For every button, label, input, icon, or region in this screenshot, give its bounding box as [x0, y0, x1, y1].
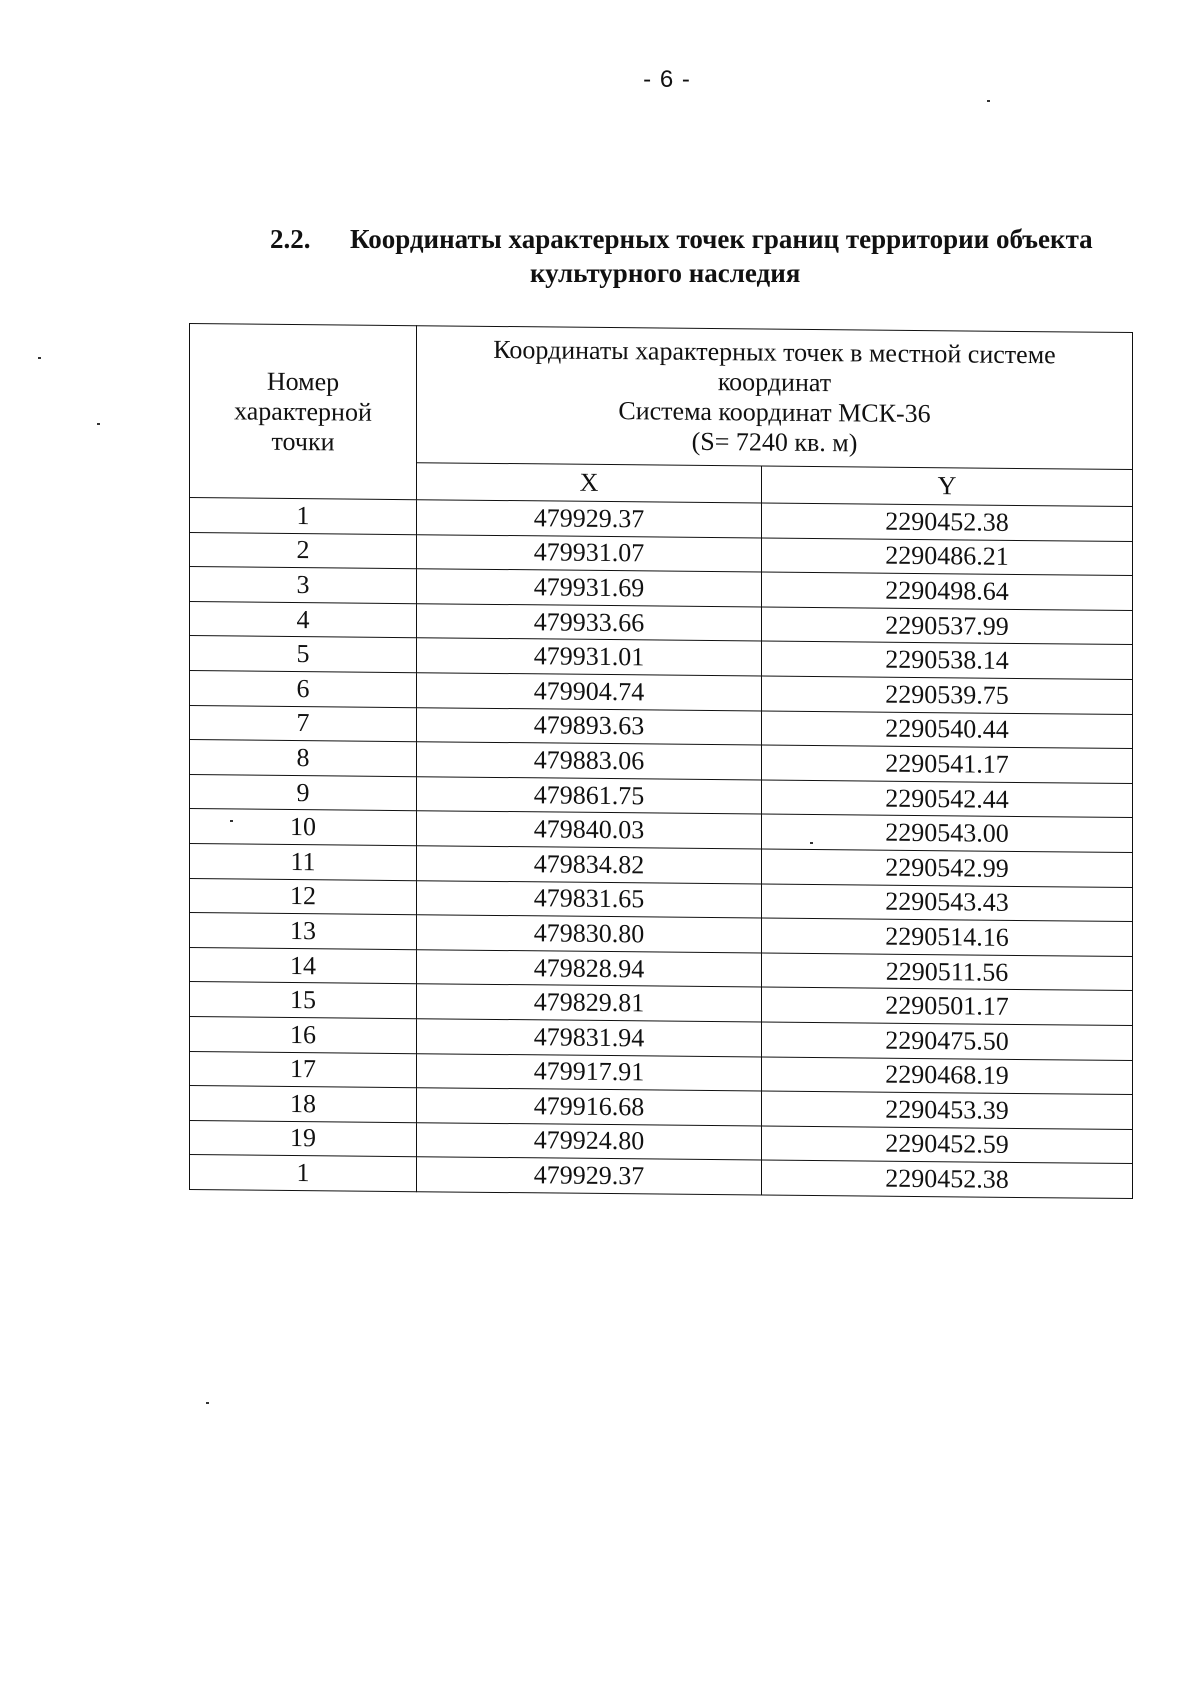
y-value: 2290452.38 [762, 503, 1133, 541]
header-coord-line: Система координат МСК-36 [618, 396, 931, 429]
point-number: 2 [190, 532, 417, 569]
x-value: 479929.37 [417, 500, 762, 538]
point-number: 1 [190, 498, 417, 535]
coordinates-body [190, 498, 1133, 1199]
y-value: 2290514.16 [762, 918, 1133, 956]
x-value: 479831.94 [417, 1019, 762, 1057]
coordinates-table [189, 323, 1133, 1199]
point-number: 13 [190, 913, 417, 950]
header-point-line: Номер [266, 366, 340, 396]
scan-speck [97, 423, 100, 425]
point-number: 18 [190, 1086, 417, 1123]
point-number: 8 [190, 740, 417, 777]
y-value: 2290539.75 [762, 676, 1133, 714]
point-number: 14 [190, 947, 417, 984]
y-value: 2290468.19 [762, 1056, 1133, 1094]
x-value: 479829.81 [417, 984, 762, 1022]
header-x: X [417, 463, 762, 503]
y-value: 2290540.44 [762, 711, 1133, 749]
section-title-line-1: Координаты характерных точек границ территории объекта [350, 224, 1093, 254]
section-title-line-2: культурного наследия [530, 258, 801, 288]
x-value: 479861.75 [417, 776, 762, 814]
header-point-number [190, 324, 417, 500]
section-number: 2.2. [270, 224, 311, 254]
point-number: 16 [190, 1016, 417, 1053]
y-value: 2290541.17 [762, 745, 1133, 783]
scan-speck [810, 842, 813, 844]
point-number: 6 [190, 670, 417, 707]
x-value: 479933.66 [417, 603, 762, 641]
x-value: 479924.80 [417, 1122, 762, 1160]
y-value: 2290542.99 [762, 849, 1133, 887]
page-number: - 6 - [643, 66, 691, 93]
y-value: 2290498.64 [762, 572, 1133, 610]
scan-speck [987, 100, 990, 102]
header-coord-line: Координаты характерных точек в местной системе [493, 334, 1056, 370]
y-value: 2290452.38 [762, 1160, 1133, 1198]
y-value: 2290452.59 [762, 1126, 1133, 1164]
x-value: 479931.07 [417, 534, 762, 572]
x-value: 479840.03 [417, 811, 762, 849]
x-value: 479931.69 [417, 569, 762, 607]
point-number: 11 [190, 843, 417, 880]
x-value: 479904.74 [417, 673, 762, 711]
header-point-line: характерной [234, 395, 372, 427]
x-value: 479828.94 [417, 949, 762, 987]
header-coord-line: (S= 7240 кв. м) [691, 426, 858, 458]
y-value: 2290537.99 [762, 607, 1133, 645]
header-coordinates [417, 326, 1133, 470]
point-number: 12 [190, 878, 417, 915]
y-value: 2290511.56 [762, 953, 1133, 991]
x-value: 479931.01 [417, 638, 762, 676]
y-value: 2290538.14 [762, 641, 1133, 679]
x-value: 479893.63 [417, 707, 762, 745]
x-value: 479834.82 [417, 846, 762, 884]
point-number: 10 [190, 809, 417, 846]
point-number: 5 [190, 636, 417, 673]
point-number: 19 [190, 1120, 417, 1157]
x-value: 479929.37 [417, 1157, 762, 1195]
point-number: 7 [190, 705, 417, 742]
x-value: 479917.91 [417, 1053, 762, 1091]
y-value: 2290543.00 [762, 814, 1133, 852]
y-value: 2290542.44 [762, 780, 1133, 818]
y-value: 2290486.21 [762, 538, 1133, 576]
point-number: 15 [190, 982, 417, 1019]
y-value: 2290475.50 [762, 1022, 1133, 1060]
scan-speck [230, 820, 233, 822]
point-number: 4 [190, 601, 417, 638]
scan-speck [206, 1402, 209, 1404]
x-value: 479830.80 [417, 915, 762, 953]
x-value: 479831.65 [417, 880, 762, 918]
y-value: 2290501.17 [762, 987, 1133, 1025]
header-point-line: точки [271, 426, 335, 456]
point-number: 1 [190, 1155, 417, 1192]
point-number: 17 [190, 1051, 417, 1088]
point-number: 9 [190, 774, 417, 811]
y-value: 2290543.43 [762, 884, 1133, 922]
scan-speck [38, 357, 41, 359]
y-value: 2290453.39 [762, 1091, 1133, 1129]
point-number: 3 [190, 567, 417, 604]
x-value: 479916.68 [417, 1088, 762, 1126]
header-coord-line: координат [717, 367, 832, 398]
x-value: 479883.06 [417, 742, 762, 780]
header-y: Y [762, 466, 1133, 507]
